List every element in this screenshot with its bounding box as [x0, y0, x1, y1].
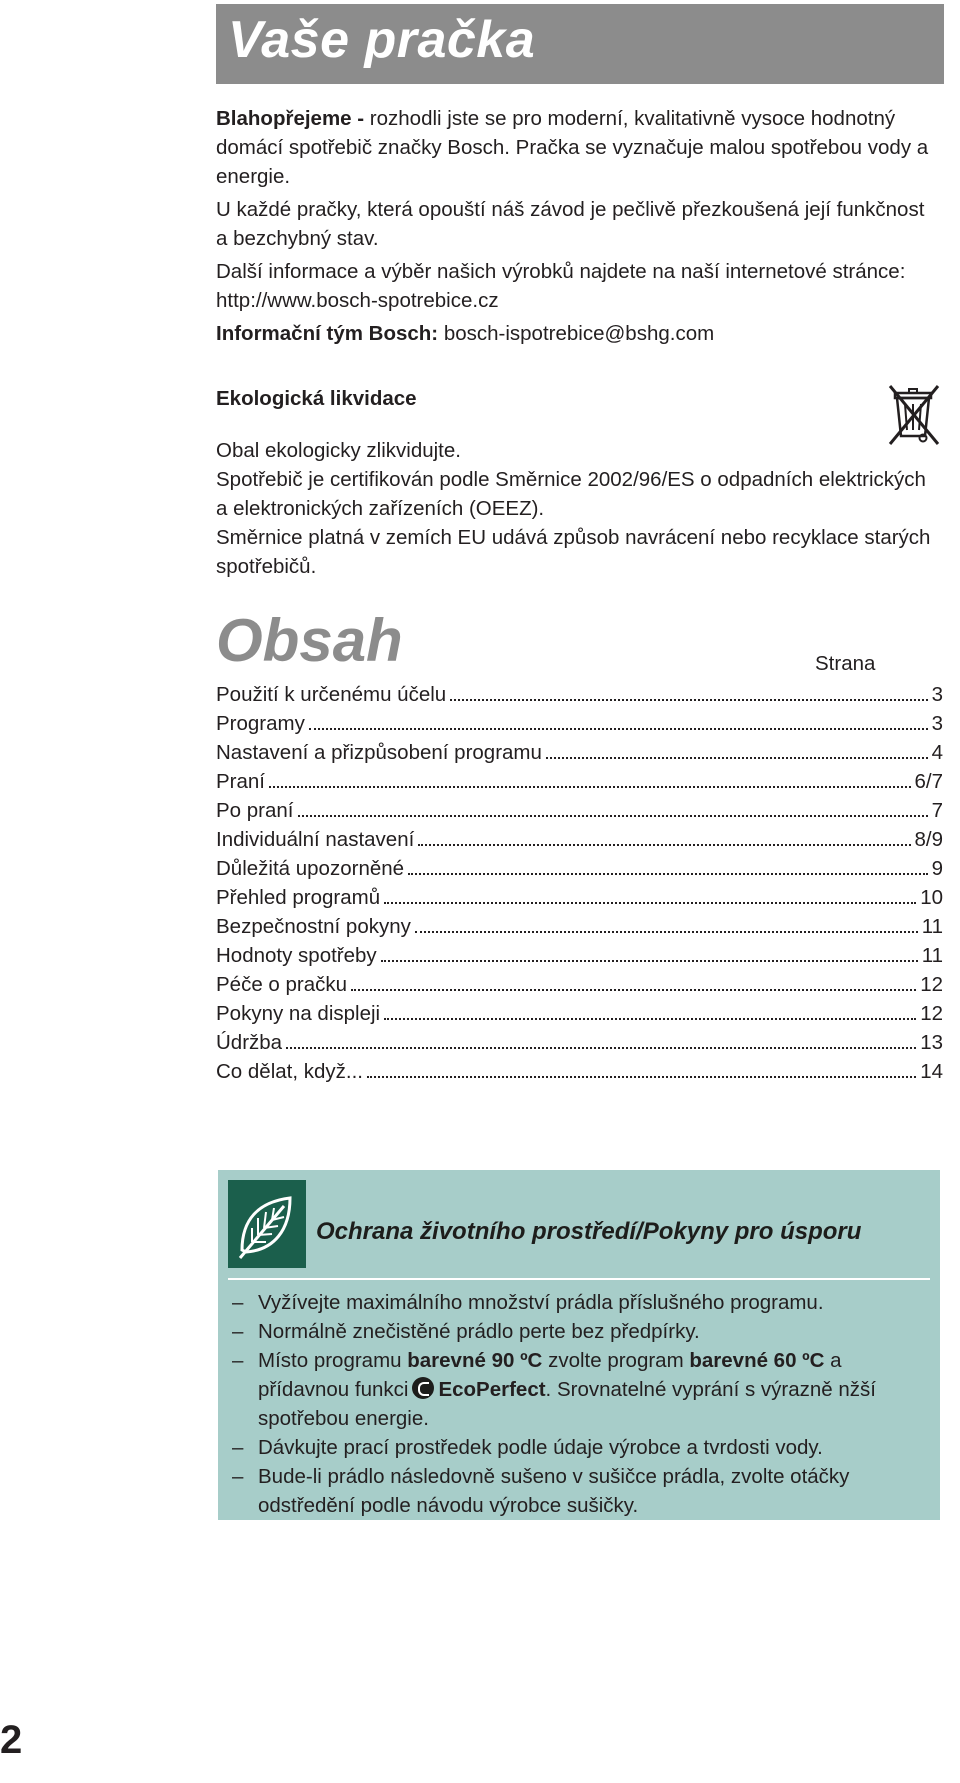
toc-item[interactable]: [216, 883, 943, 912]
congrats-label: Blahopřejeme -: [216, 107, 365, 130]
list-item: [232, 1346, 932, 1433]
toc-leader-dots: [286, 1047, 916, 1049]
environment-tips-list: [232, 1288, 932, 1520]
list-item: – Bude-li prádlo následovně sušeno v sušičce prádla, zvolte otáčky odstředění podle návodu výrobce sušičky.: [232, 1462, 932, 1520]
title-bar: [216, 4, 944, 84]
email-link[interactable]: bosch-ispotrebice@bshg.com: [438, 322, 715, 345]
environment-tips-title: Ochrana životního prostředí/Pokyny pro úsporu: [316, 1218, 862, 1245]
toc-item[interactable]: [216, 680, 943, 709]
environment-tips-box: [218, 1170, 940, 1520]
toc-leader-dots: [415, 931, 918, 933]
eco-disposal-heading: Ekologická likvidace: [216, 387, 417, 410]
toc-item-label: Programy: [216, 712, 305, 735]
eco-disposal-text: [216, 436, 936, 581]
tip-text: . Srovnatelné vyprání s výrazně nžší spotřebou energie.: [258, 1378, 876, 1430]
toc-leader-dots: [384, 902, 916, 904]
toc-item-page: 3: [931, 683, 943, 706]
toc-item-label: Důležitá upozorněné: [216, 857, 405, 880]
intro-paragraph-3: [216, 257, 936, 315]
eco-line-1: Obal ekologicky zlikvidujte.: [216, 439, 461, 462]
program-name: barevné 60 ºC: [689, 1349, 825, 1372]
toc-item-page: 7: [931, 799, 943, 822]
list-item: – Vyžívejte maximálního množství prádla příslušného programu.: [232, 1288, 932, 1317]
toc-item-page: 14: [920, 1060, 943, 1083]
tip-text: Místo programu: [258, 1349, 408, 1372]
intro-paragraph-1: [216, 104, 936, 191]
toc-item-label: Nastavení a přizpůsobení programu: [216, 741, 542, 764]
tip-text: zvolte program: [542, 1349, 690, 1372]
toc-item[interactable]: [216, 1028, 943, 1057]
toc-item[interactable]: [216, 912, 943, 941]
page-column-label: Strana: [815, 652, 876, 675]
intro-section: [216, 104, 936, 352]
intro-paragraph-2: U každé pračky, která opouští náš závod je pečlivě přezkoušená její funkčnost a bezchybný stav.: [216, 198, 925, 250]
info-team-label: Informační tým Bosch:: [216, 322, 439, 345]
list-item: – Normálně znečistěné prádlo perte bez předpírky.: [232, 1317, 932, 1346]
toc-leader-dots: [351, 989, 916, 991]
website-link[interactable]: http://www.bosch-spotrebice.cz: [216, 289, 499, 312]
toc-item[interactable]: [216, 796, 943, 825]
toc-item[interactable]: [216, 999, 943, 1028]
toc-item-page: 8/9: [914, 828, 943, 851]
toc-leader-dots: [450, 699, 927, 701]
toc-leader-dots: [367, 1076, 916, 1078]
toc-item-page: 11: [921, 944, 943, 967]
toc-item[interactable]: [216, 941, 943, 970]
toc-item-label: Přehled programů: [216, 886, 381, 909]
toc-item-page: 12: [920, 1002, 943, 1025]
tip-text: a přídavnou funkci: [258, 1349, 842, 1401]
intro-text-1: rozhodli jste se pro moderní, kvalitativně vysoce hodnotný domácí spotřebič značky Bosch. Pračka se vyznačuje malou spotřebou vody a energie.: [216, 107, 929, 188]
toc-leader-dots: [269, 786, 911, 788]
toc-item-page: 10: [920, 886, 943, 909]
page-title: Vaše pračka: [228, 11, 536, 69]
toc-item-label: Použití k určenému účelu: [216, 683, 447, 706]
toc-item-page: 13: [920, 1031, 943, 1054]
intro-text-3: Další informace a výběr našich výrobků najdete na naší internetové stránce:: [216, 260, 906, 283]
toc-item-label: Individuální nastavení: [216, 828, 415, 851]
toc-leader-dots: [298, 815, 928, 817]
toc-item-label: Po praní: [216, 799, 294, 822]
contents-title: Obsah: [216, 607, 403, 674]
toc-item-label: Pokyny na displeji: [216, 1002, 381, 1025]
toc-item[interactable]: [216, 767, 943, 796]
leaf-icon: [228, 1180, 306, 1268]
toc-item-page: 9: [931, 857, 943, 880]
toc-leader-dots: [408, 873, 928, 875]
toc-item-page: 4: [931, 741, 943, 764]
toc-item[interactable]: [216, 854, 943, 883]
toc-item[interactable]: [216, 970, 943, 999]
toc-leader-dots: [546, 757, 928, 759]
toc-item-page: 12: [920, 973, 943, 996]
function-name: EcoPerfect: [438, 1378, 546, 1401]
divider: [228, 1278, 930, 1280]
toc-item[interactable]: [216, 709, 943, 738]
toc-item-label: Praní: [216, 770, 265, 793]
toc-item-label: Co dělat, když...: [216, 1060, 363, 1083]
toc-item-page: 11: [921, 915, 943, 938]
toc-leader-dots: [381, 960, 918, 962]
eco-line-2: Spotřebič je certifikován podle Směrnice 2002/96/ES o odpadních elektrických a elektronických zařízeních (OEEZ).: [216, 468, 926, 520]
toc-leader-dots: [418, 844, 910, 846]
toc-item-label: Hodnoty spotřeby: [216, 944, 377, 967]
toc-item[interactable]: [216, 738, 943, 767]
toc-leader-dots: [384, 1018, 916, 1020]
intro-paragraph-4: [216, 319, 936, 348]
toc-item-page: 3: [931, 712, 943, 735]
list-item: – Dávkujte prací prostředek podle údaje výrobce a tvrdosti vody.: [232, 1433, 932, 1462]
eco-line-3: Směrnice platná v zemích EU udává způsob navrácení nebo recyklace starých spotřebičů.: [216, 526, 931, 578]
toc-item[interactable]: [216, 825, 943, 854]
toc-item-label: Péče o pračku: [216, 973, 348, 996]
toc-item-page: 6/7: [914, 770, 943, 793]
table-of-contents: [216, 680, 943, 1086]
toc-item[interactable]: [216, 1057, 943, 1086]
toc-item-label: Bezpečnostní pokyny: [216, 915, 411, 938]
program-name: barevné 90 ºC: [407, 1349, 543, 1372]
page-number: 2: [0, 1718, 23, 1762]
eco-perfect-icon: [412, 1377, 434, 1399]
toc-item-label: Údržba: [216, 1031, 283, 1054]
toc-leader-dots: [309, 728, 928, 730]
